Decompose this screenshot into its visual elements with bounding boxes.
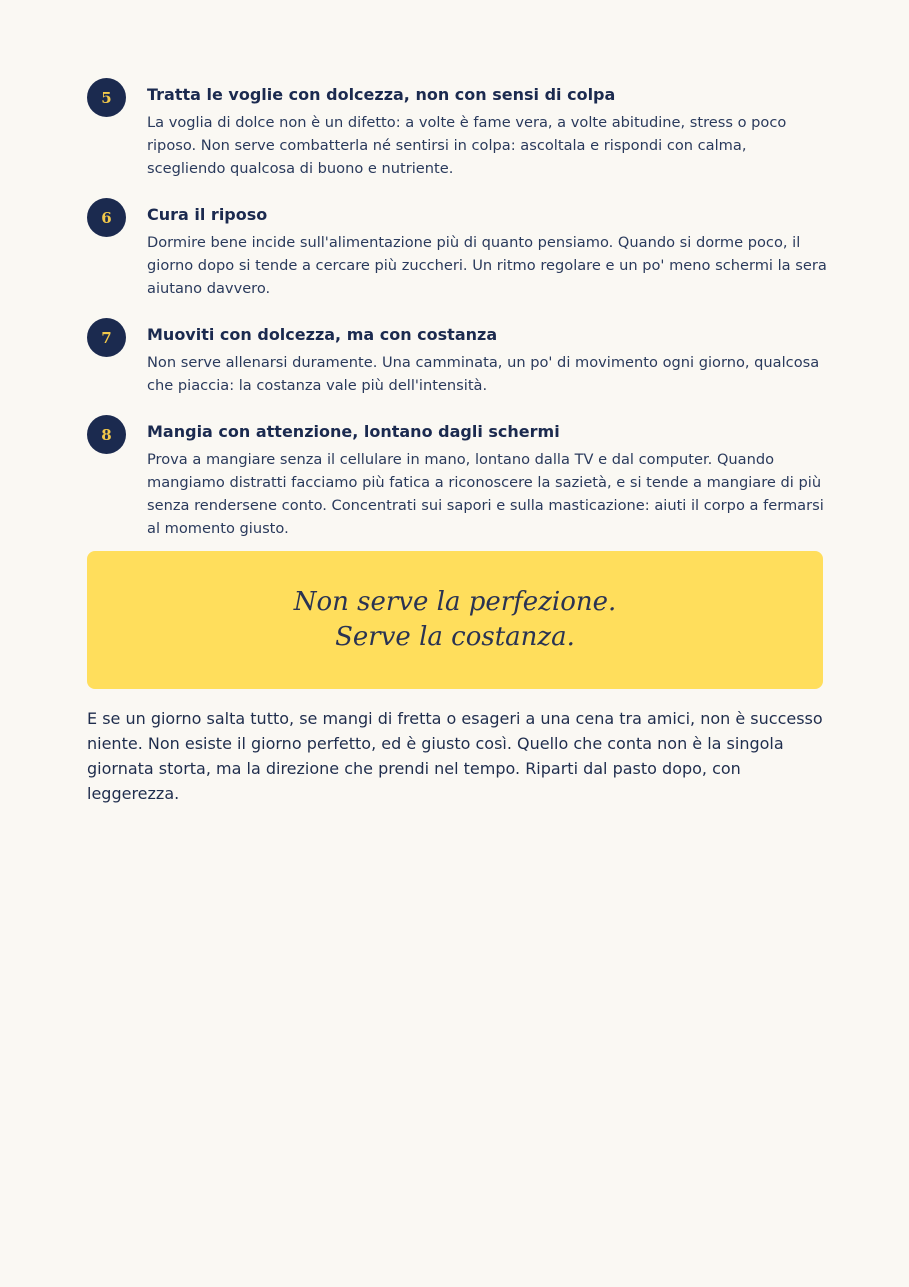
tip-title: Cura il riposo <box>147 205 268 224</box>
tip-text: Dormire bene incide sull'alimentazione più di quanto pensiamo. Quando si dorme poco, il giorno dopo si tende a cercare più zuccheri. Un ritmo regolare e un po' meno schermi la sera aiutano davvero. <box>147 234 827 297</box>
quote-box <box>87 551 823 689</box>
tip-number-badge: 6 <box>87 198 126 237</box>
tip-item-6 <box>87 198 827 300</box>
quote-line-2: Serve la costanza. <box>335 622 575 652</box>
quote-line-1: Non serve la perfezione. <box>293 587 617 617</box>
tip-text: La voglia di dolce non è un difetto: a volte è fame vera, a volte abitudine, stress o poco riposo. Non serve combatterla né sentirsi in colpa: ascoltala e rispondi con calma, scegliendo qualcosa di buono e nutriente. <box>147 114 787 177</box>
tip-title: Tratta le voglie con dolcezza, non con sensi di colpa <box>147 85 616 104</box>
tip-item-5 <box>87 78 827 180</box>
tip-item-8 <box>87 415 827 540</box>
tip-title: Muoviti con dolcezza, ma con costanza <box>147 325 498 344</box>
tip-number-badge: 8 <box>87 415 126 454</box>
tip-title: Mangia con attenzione, lontano dagli schermi <box>147 422 560 441</box>
tip-number-badge: 7 <box>87 318 126 357</box>
tip-number-badge: 5 <box>87 78 126 117</box>
tip-text: Prova a mangiare senza il cellulare in mano, lontano dalla TV e dal computer. Quando mangiamo distratti facciamo più fatica a riconoscere la sazietà, e si tende a mangiare di più senza rendersene conto. Concentrati sui sapori e sulla masticazione: aiuti il corpo a fermarsi al momento giusto. <box>147 451 824 537</box>
tip-item-7 <box>87 318 827 397</box>
tip-text: Non serve allenarsi duramente. Una camminata, un po' di movimento ogni giorno, qualcosa che piaccia: la costanza vale più dell'intensità. <box>147 354 820 394</box>
closing-paragraph: E se un giorno salta tutto, se mangi di fretta o esageri a una cena tra amici, non è successo niente. Non esiste il giorno perfetto, ed è giusto così. Quello che conta non è la singola giornata storta, ma la direzione che prendi nel tempo. Riparti dal pasto dopo, con leggerezza. <box>87 709 823 803</box>
tips-list <box>87 78 827 558</box>
